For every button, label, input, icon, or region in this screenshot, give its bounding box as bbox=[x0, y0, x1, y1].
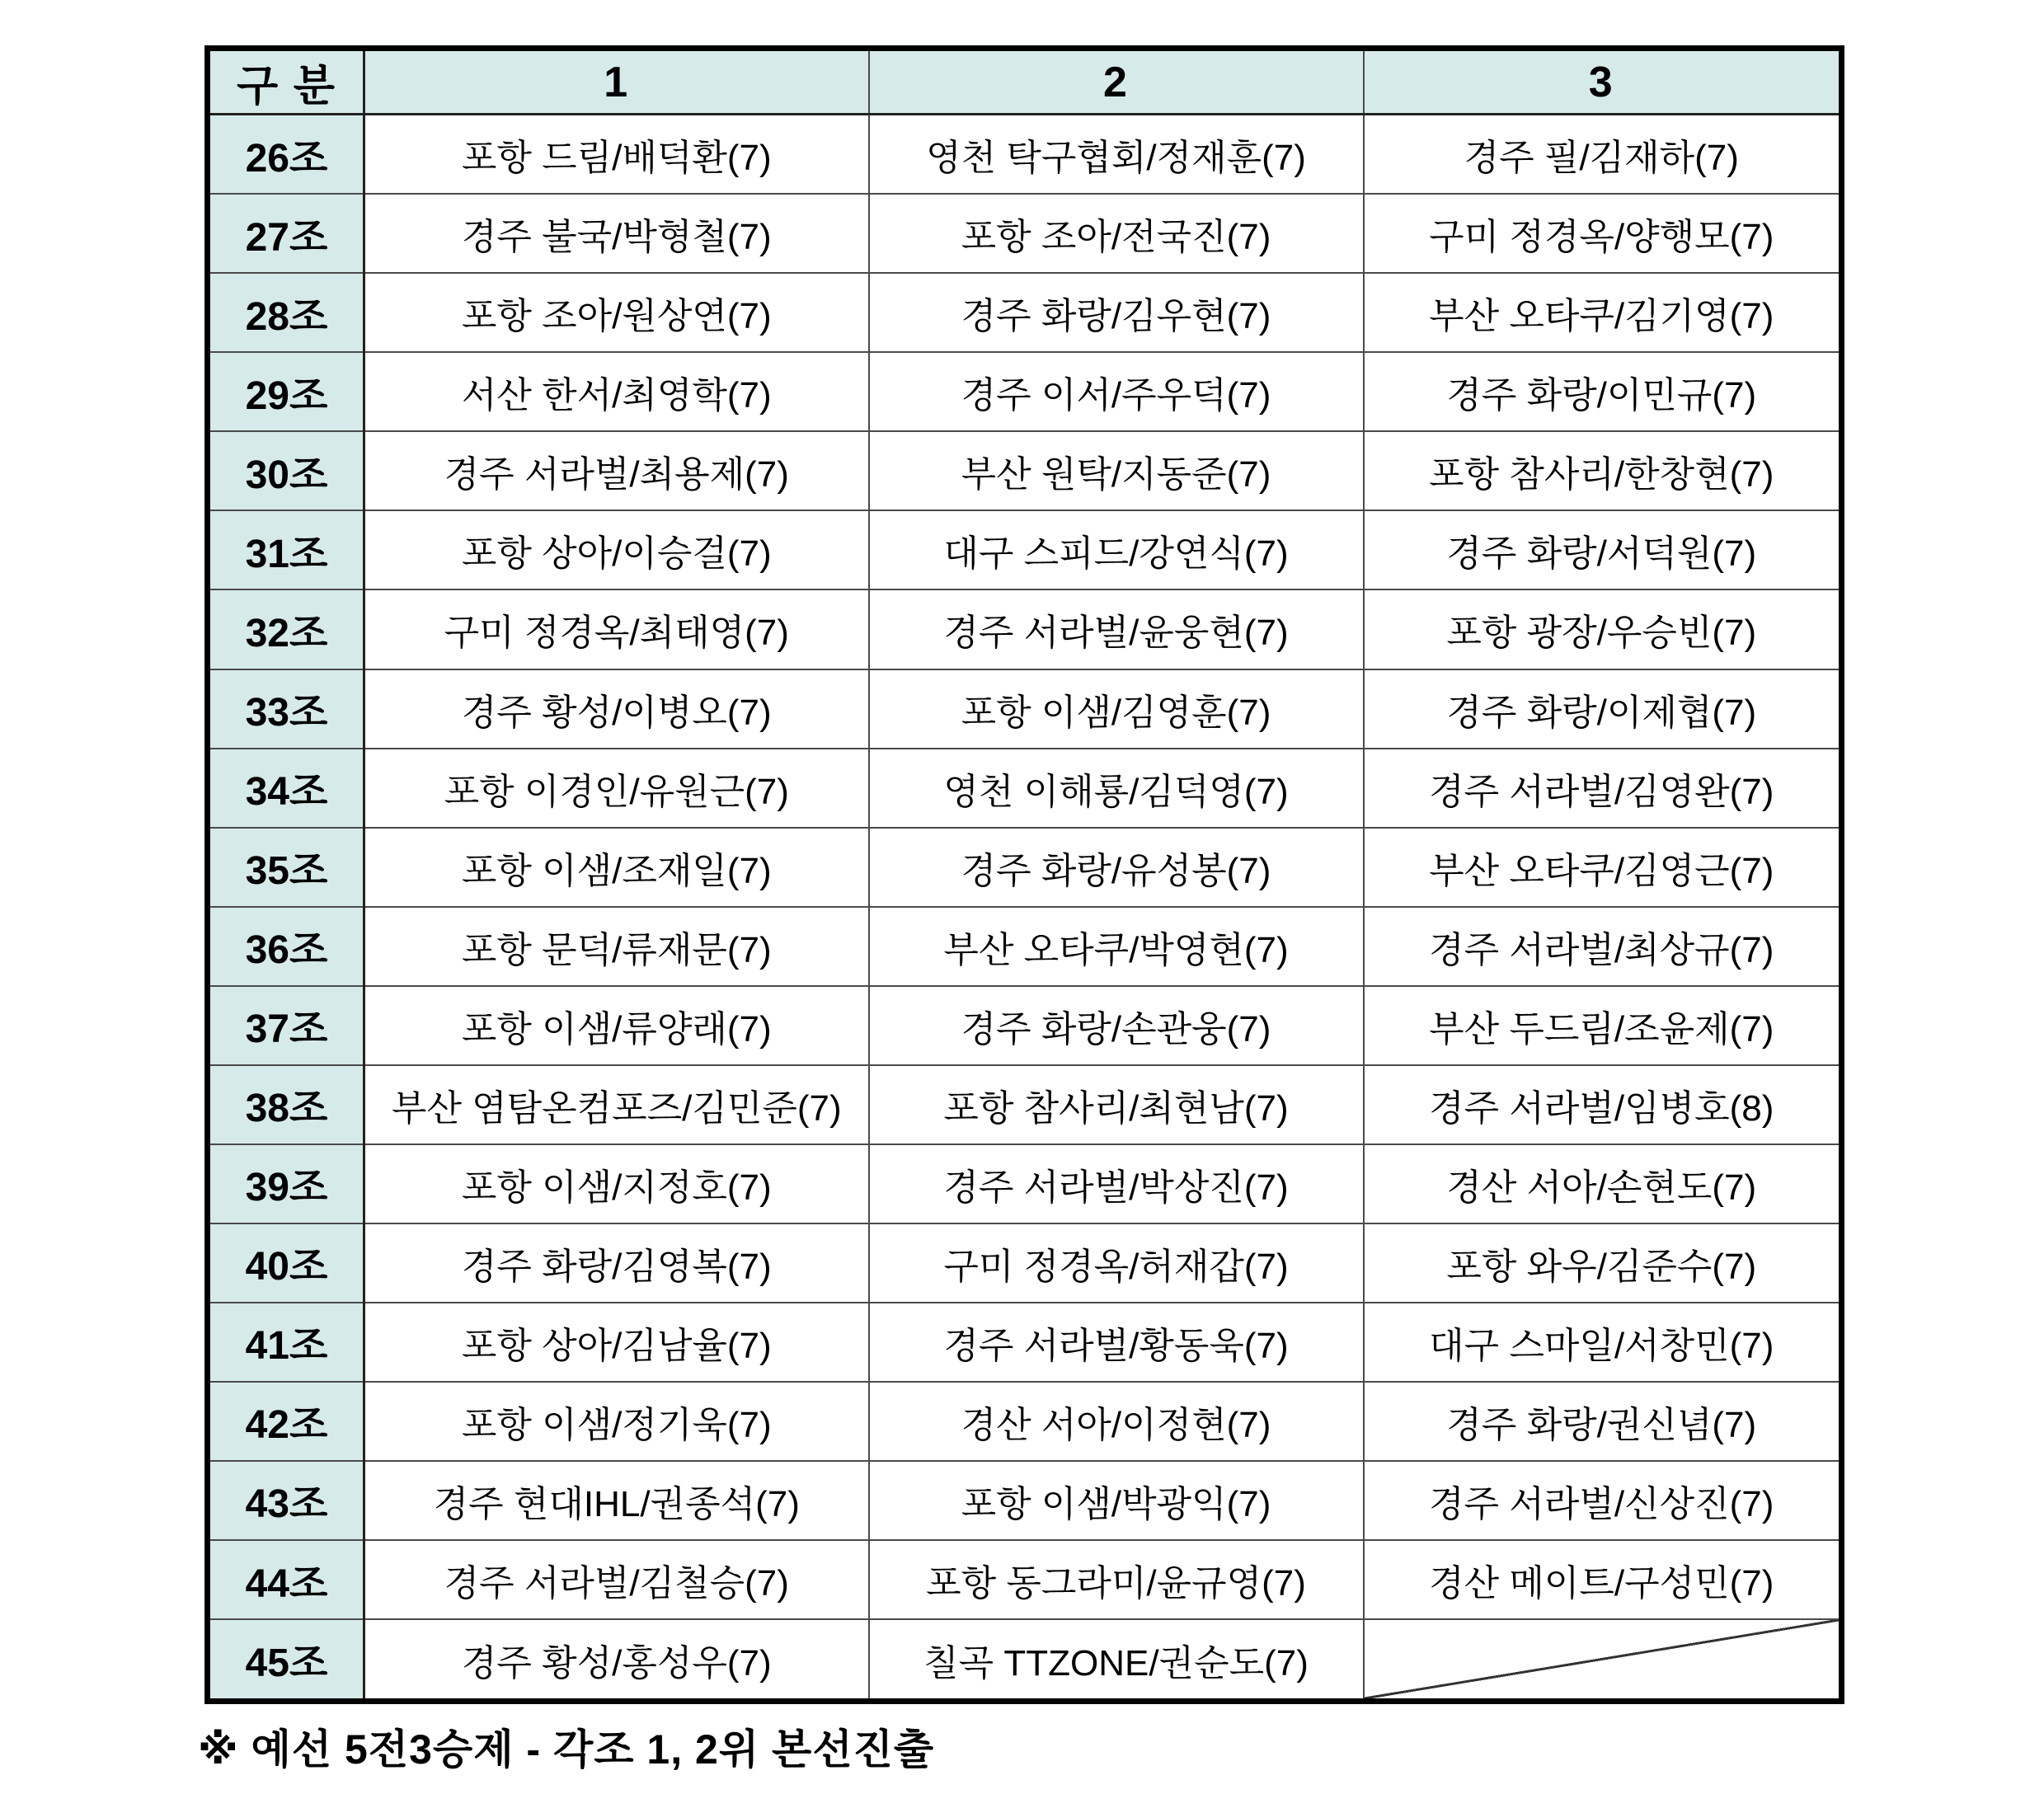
entry-cell: 포항 이경인/유원근(7) bbox=[364, 749, 869, 828]
table-row bbox=[208, 194, 1842, 273]
table-row bbox=[208, 1065, 1842, 1144]
entry-cell: 포항 이샘/박광익(7) bbox=[869, 1461, 1364, 1540]
entry-cell: 포항 문덕/류재문(7) bbox=[364, 907, 869, 986]
entry-cell: 부산 오타쿠/박영현(7) bbox=[869, 907, 1364, 986]
entry-cell: 경주 서라벌/신상진(7) bbox=[1364, 1461, 1842, 1540]
entry-cell: 경주 황성/홍성우(7) bbox=[364, 1619, 869, 1701]
entry-cell: 부산 오타쿠/김기영(7) bbox=[1364, 273, 1842, 352]
entry-cell: 경주 필/김재하(7) bbox=[1364, 115, 1842, 195]
group-label: 38조 bbox=[208, 1065, 364, 1144]
entry-cell: 포항 이샘/류양래(7) bbox=[364, 986, 869, 1065]
entry-cell: 경주 화랑/손관웅(7) bbox=[869, 986, 1364, 1065]
table-row bbox=[208, 907, 1842, 986]
entry-cell: 경주 화랑/유성봉(7) bbox=[869, 828, 1364, 907]
entry-cell: 경산 메이트/구성민(7) bbox=[1364, 1540, 1842, 1619]
entry-cell: 구미 정경옥/양행모(7) bbox=[1364, 194, 1842, 273]
entry-cell: 포항 드림/배덕환(7) bbox=[364, 115, 869, 195]
group-label: 41조 bbox=[208, 1303, 364, 1382]
entry-cell: 대구 스마일/서창민(7) bbox=[1364, 1303, 1842, 1382]
entry-cell: 경주 화랑/이제협(7) bbox=[1364, 669, 1842, 749]
entry-cell: 경주 황성/이병오(7) bbox=[364, 669, 869, 749]
entry-cell: 영천 탁구협회/정재훈(7) bbox=[869, 115, 1364, 195]
group-assignment-table bbox=[204, 45, 1844, 1704]
entry-cell: 부산 염탐온컴포즈/김민준(7) bbox=[364, 1065, 869, 1144]
table-row bbox=[208, 589, 1842, 669]
entry-cell: 경주 서라벌/윤웅현(7) bbox=[869, 589, 1364, 669]
table-row bbox=[208, 1461, 1842, 1540]
header-row bbox=[208, 49, 1842, 115]
table-row bbox=[208, 1144, 1842, 1223]
group-label: 27조 bbox=[208, 194, 364, 273]
table-row bbox=[208, 273, 1842, 352]
entry-cell: 대구 스피드/강연식(7) bbox=[869, 510, 1364, 589]
table-row bbox=[208, 510, 1842, 589]
table-row bbox=[208, 828, 1842, 907]
group-label: 42조 bbox=[208, 1382, 364, 1461]
entry-cell: 포항 이샘/조재일(7) bbox=[364, 828, 869, 907]
entry-cell: 포항 와우/김준수(7) bbox=[1364, 1223, 1842, 1303]
header-category: 구 분 bbox=[208, 49, 364, 115]
header-col-1: 1 bbox=[364, 49, 869, 115]
group-label: 35조 bbox=[208, 828, 364, 907]
group-label: 29조 bbox=[208, 352, 364, 431]
entry-cell: 경산 서아/손현도(7) bbox=[1364, 1144, 1842, 1223]
group-label: 28조 bbox=[208, 273, 364, 352]
group-label: 30조 bbox=[208, 431, 364, 510]
table-row bbox=[208, 115, 1842, 195]
entry-cell: 포항 상아/이승걸(7) bbox=[364, 510, 869, 589]
group-label: 45조 bbox=[208, 1619, 364, 1701]
group-label: 31조 bbox=[208, 510, 364, 589]
entry-cell: 경산 서아/이정현(7) bbox=[869, 1382, 1364, 1461]
entry-cell: 경주 불국/박형철(7) bbox=[364, 194, 869, 273]
header-col-2: 2 bbox=[869, 49, 1364, 115]
table-row bbox=[208, 1303, 1842, 1382]
table-row bbox=[208, 749, 1842, 828]
empty-cell-diagonal bbox=[1364, 1619, 1842, 1701]
entry-cell: 경주 서라벌/박상진(7) bbox=[869, 1144, 1364, 1223]
entry-cell: 구미 정경옥/허재갑(7) bbox=[869, 1223, 1364, 1303]
entry-cell: 포항 참사리/최현남(7) bbox=[869, 1065, 1364, 1144]
entry-cell: 경주 서라벌/황동욱(7) bbox=[869, 1303, 1364, 1382]
entry-cell: 칠곡 TTZONE/권순도(7) bbox=[869, 1619, 1364, 1701]
table-row bbox=[208, 1382, 1842, 1461]
group-label: 44조 bbox=[208, 1540, 364, 1619]
entry-cell: 경주 서라벌/최상규(7) bbox=[1364, 907, 1842, 986]
table-row bbox=[208, 431, 1842, 510]
header-col-3: 3 bbox=[1364, 49, 1842, 115]
entry-cell: 부산 원탁/지동준(7) bbox=[869, 431, 1364, 510]
entry-cell: 포항 이샘/지정호(7) bbox=[364, 1144, 869, 1223]
entry-cell: 포항 참사리/한창현(7) bbox=[1364, 431, 1842, 510]
entry-cell: 포항 조아/전국진(7) bbox=[869, 194, 1364, 273]
entry-cell: 포항 조아/원상연(7) bbox=[364, 273, 869, 352]
group-label: 33조 bbox=[208, 669, 364, 749]
group-label: 36조 bbox=[208, 907, 364, 986]
entry-cell: 영천 이해룡/김덕영(7) bbox=[869, 749, 1364, 828]
entry-cell: 경주 화랑/김영복(7) bbox=[364, 1223, 869, 1303]
entry-cell: 포항 동그라미/윤규영(7) bbox=[869, 1540, 1364, 1619]
table-row bbox=[208, 1223, 1842, 1303]
entry-cell: 서산 한서/최영학(7) bbox=[364, 352, 869, 431]
entry-cell: 경주 서라벌/김영완(7) bbox=[1364, 749, 1842, 828]
entry-cell: 부산 두드림/조윤제(7) bbox=[1364, 986, 1842, 1065]
entry-cell: 경주 화랑/권신념(7) bbox=[1364, 1382, 1842, 1461]
table-row bbox=[208, 669, 1842, 749]
entry-cell: 구미 정경옥/최태영(7) bbox=[364, 589, 869, 669]
entry-cell: 경주 이서/주우덕(7) bbox=[869, 352, 1364, 431]
table-row bbox=[208, 352, 1842, 431]
table-row bbox=[208, 986, 1842, 1065]
group-label: 26조 bbox=[208, 115, 364, 195]
entry-cell: 경주 서라벌/임병호(8) bbox=[1364, 1065, 1842, 1144]
entry-cell: 포항 이샘/김영훈(7) bbox=[869, 669, 1364, 749]
entry-cell: 경주 현대IHL/권종석(7) bbox=[364, 1461, 869, 1540]
entry-cell: 포항 상아/김남율(7) bbox=[364, 1303, 869, 1382]
group-label: 40조 bbox=[208, 1223, 364, 1303]
group-label: 32조 bbox=[208, 589, 364, 669]
entry-cell: 경주 화랑/이민규(7) bbox=[1364, 352, 1842, 431]
entry-cell: 부산 오타쿠/김영근(7) bbox=[1364, 828, 1842, 907]
table-row bbox=[208, 1540, 1842, 1619]
entry-cell: 경주 화랑/서덕원(7) bbox=[1364, 510, 1842, 589]
group-label: 34조 bbox=[208, 749, 364, 828]
group-label: 39조 bbox=[208, 1144, 364, 1223]
entry-cell: 경주 화랑/김우현(7) bbox=[869, 273, 1364, 352]
entry-cell: 포항 이샘/정기욱(7) bbox=[364, 1382, 869, 1461]
footnote: ※ 예선 5전3승제 - 각조 1, 2위 본선진출 bbox=[198, 1726, 935, 1773]
table-row bbox=[208, 1619, 1842, 1701]
entry-cell: 경주 서라벌/김철승(7) bbox=[364, 1540, 869, 1619]
group-label: 37조 bbox=[208, 986, 364, 1065]
group-label: 43조 bbox=[208, 1461, 364, 1540]
entry-cell: 포항 광장/우승빈(7) bbox=[1364, 589, 1842, 669]
entry-cell: 경주 서라벌/최용제(7) bbox=[364, 431, 869, 510]
